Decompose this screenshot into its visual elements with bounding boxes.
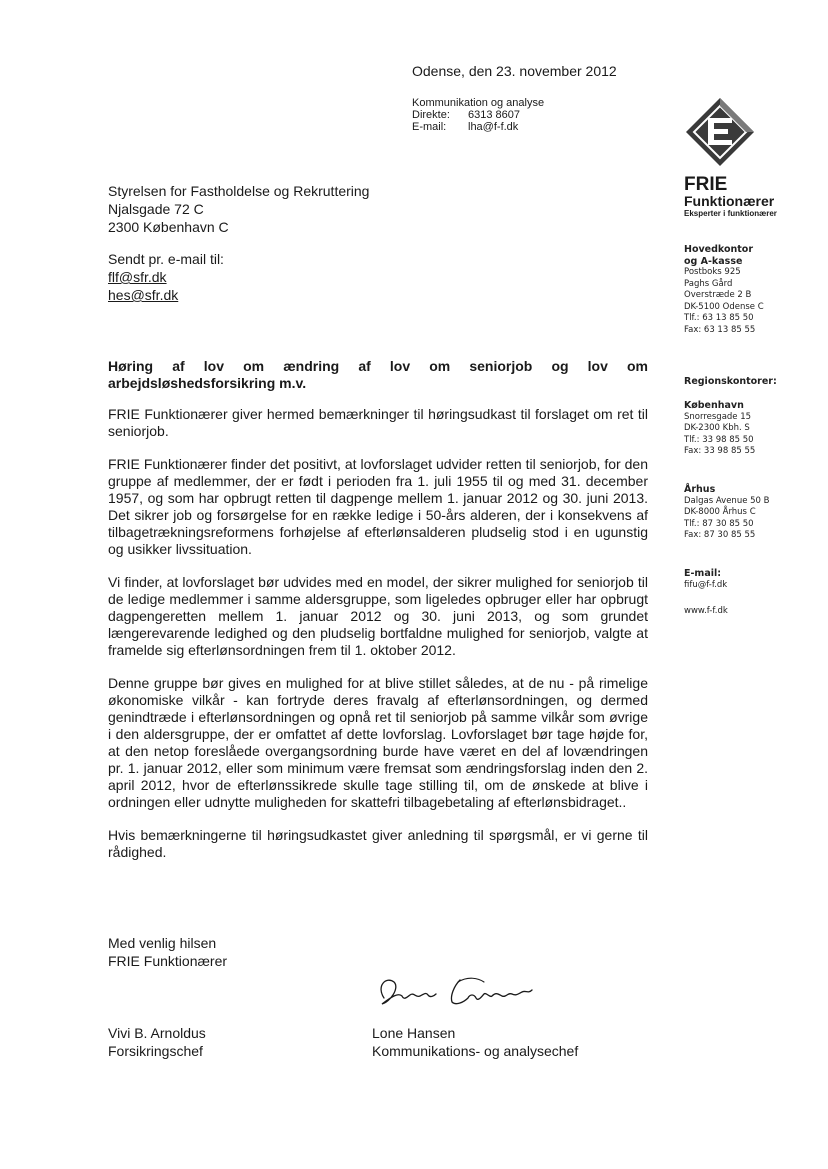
recipient-line: Styrelsen for Fastholdelse og Rekruttering (108, 183, 370, 199)
sent-by-email (108, 250, 224, 304)
signatory-title: Kommunikations- og analysechef (372, 1043, 579, 1059)
email-link[interactable]: flf@sfr.dk (108, 269, 167, 285)
paragraph: FRIE Funktionærer giver hermed bemærkninger til høringsudkast til forslaget om ret til seniorjob. (108, 406, 648, 439)
handwritten-signature (372, 968, 552, 1018)
office-title: København (684, 400, 744, 411)
sidebar-email-value: fifu@f-f.dk (684, 579, 728, 590)
closing (108, 934, 227, 970)
department: Kommunikation og analyse (412, 97, 545, 109)
office-line: Fax: 87 30 85 55 (684, 530, 756, 540)
signatory-right (372, 1024, 578, 1060)
office-line: Dalgas Avenue 50 B (684, 495, 770, 506)
recipient-address (108, 182, 369, 236)
office-title: Århus (684, 484, 716, 495)
recipient-line: Njalsgade 72 C (108, 201, 204, 217)
closing-greeting: Med venlig hilsen (108, 935, 217, 951)
brand-name-2: Funktionærer (684, 193, 775, 209)
sent-label: Sendt pr. e-mail til: (108, 251, 224, 267)
email-link[interactable]: hes@sfr.dk (108, 287, 179, 303)
office-line: DK-8000 Århus C (684, 507, 756, 517)
hq-line: Tlf.: 63 13 85 50 (684, 313, 754, 323)
recipient-line: 2300 København C (108, 219, 229, 235)
hq-line: DK-5100 Odense C (684, 301, 764, 312)
brand-name: FRIE (684, 174, 728, 195)
hq-address (684, 244, 764, 336)
email-value: lha@f-f.dk (468, 121, 519, 133)
aarhus-office (684, 484, 769, 542)
letter-subject: Høring af lov om ændring af lov om seniorjob og lov om arbejdsløshedsforsikring m.v. (108, 358, 648, 391)
sender-contact (412, 97, 544, 133)
hq-line: Paghs Gård (684, 278, 733, 289)
office-line: Snorresgade 15 (684, 411, 752, 422)
hq-line: Postboks 925 (684, 267, 741, 277)
paragraph: Denne gruppe bør gives en mulighed for at blive stillet således, at de nu - på rimelige økonomiske vilkår - kan fortryde deres fravalg af efterlønsordningen, og dermed genindtræde i efterlønsordningen og opnå ret til seniorjob på samme vilkår som øvrige i den aldersgruppe, der er omfattet af dette lovforslag. Lovforslaget bør tage højde for, at den netop foreslåede overgangsordning burde have været en del af lovændringen pr. 1. januar 2012, eller som minimum være fremsat som ændringsforslag inden den 2. april 2012, hvor de efterlønssikrede skulle tage stilling til, om de ønskede at blive i ordningen eller udnytte muligheden for skattefri tilbagebetaling af efterlønsbidraget.. (108, 675, 648, 810)
paragraph: Vi finder, at lovforslaget bør udvides med en model, der sikrer mulighed for seniorjob til de ledige medlemmer i samme aldersgruppe, som ligeledes opbruger eller har opbrugt dagpengeretten mellem 1. januar 2012 og 30. juni 2013, og som grundet længerevarende ledighed og den pludselig bortfaldne mulighed for seniorjob, valgte at framelde sig efterlønsordningen frem til 1. oktober 2012. (108, 574, 648, 658)
hq-line: Overstræde 2 B (684, 290, 752, 300)
office-line: Fax: 33 98 85 55 (684, 446, 756, 456)
letter-body (108, 358, 648, 877)
frie-logo-icon (684, 96, 756, 168)
office-line: Tlf.: 33 98 85 50 (684, 434, 754, 445)
paragraph: Hvis bemærkningerne til høringsudkastet giver anledning til spørgsmål, er vi gerne til rådighed. (108, 827, 648, 860)
signatory-title: Forsikringschef (108, 1043, 203, 1059)
email-title: E-mail: (684, 568, 722, 579)
hq-line: Fax: 63 13 85 55 (684, 324, 756, 335)
closing-org: FRIE Funktionærer (108, 953, 228, 969)
copenhagen-office (684, 400, 755, 458)
website-link[interactable]: www.f-f.dk (684, 606, 728, 616)
sidebar-email (684, 568, 727, 591)
office-line: Tlf.: 87 30 85 50 (684, 518, 754, 529)
email-label: E-mail: (412, 121, 447, 133)
paragraph: FRIE Funktionærer finder det positivt, at lovforslaget udvider retten til seniorjob, for den gruppe af medlemmer, der er født i perioden fra 1. juli 1955 til og med 31. december 1957, og som har opbrugt retten til dagpenge mellem 1. januar 2012 og 30. juni 2013. Det sikrer job og forsørgelse for en række ledige i 50-års alderen, der i konsekvens af tilbagetrækningsreformens forhøjelse af efterlønsalderen pludselig stod i en ugunstig og usikker livssituation. (108, 456, 648, 557)
phone-value: 6313 8607 (468, 109, 520, 121)
regional-title (684, 376, 777, 388)
office-line: DK-2300 Kbh. S (684, 423, 750, 433)
brand-block (684, 176, 777, 219)
letter-date: Odense, den 23. november 2012 (412, 63, 617, 79)
hq-title: Hovedkontor (684, 244, 754, 255)
regional-heading: Regionskontorer: (684, 376, 777, 387)
signatory-left (108, 1024, 206, 1060)
hq-title-2: og A-kasse (684, 255, 743, 267)
brand-tagline: Eksperter i funktionærer (684, 209, 777, 218)
signatory-name: Lone Hansen (372, 1025, 456, 1041)
phone-label: Direkte: (412, 109, 450, 121)
signatory-name: Vivi B. Arnoldus (108, 1025, 206, 1041)
